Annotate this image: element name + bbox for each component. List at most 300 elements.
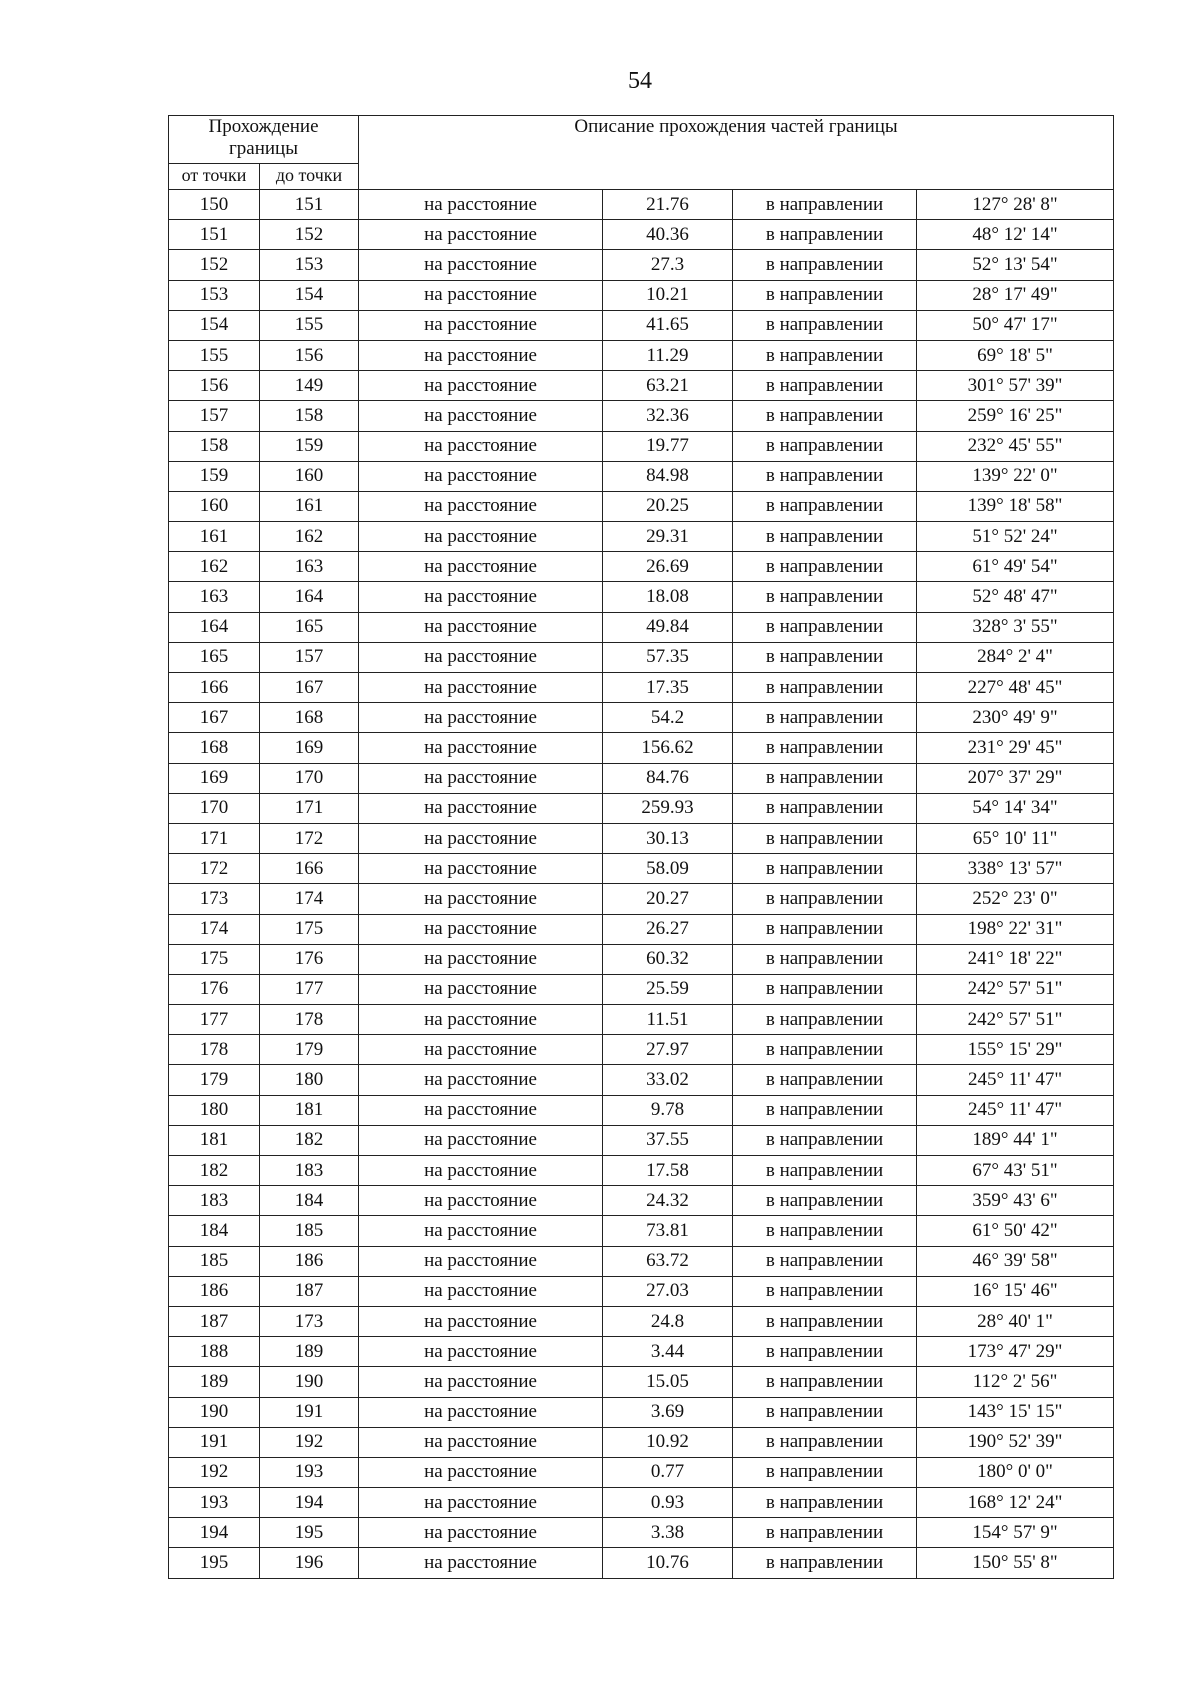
table-row (169, 763, 1114, 793)
page-number: 54 (628, 68, 652, 94)
direction-label-cell: в направлении (733, 1276, 917, 1306)
direction-value-cell: 168° 12' 24" (917, 1488, 1114, 1518)
distance-value-cell: 11.51 (603, 1005, 733, 1035)
distance-value-cell: 20.25 (603, 491, 733, 521)
distance-label-cell: на расстояние (359, 733, 603, 763)
table-row (169, 371, 1114, 401)
from-point-cell: 175 (169, 944, 260, 974)
to-point-cell: 182 (260, 1125, 359, 1155)
table-row (169, 491, 1114, 521)
direction-label-cell: в направлении (733, 1216, 917, 1246)
distance-label-cell: на расстояние (359, 1035, 603, 1065)
distance-value-cell: 84.98 (603, 461, 733, 491)
distance-value-cell: 33.02 (603, 1065, 733, 1095)
direction-label-cell: в направлении (733, 914, 917, 944)
table-row (169, 1035, 1114, 1065)
to-point-cell: 183 (260, 1156, 359, 1186)
direction-value-cell: 338° 13' 57" (917, 854, 1114, 884)
from-point-header: от точки (169, 164, 260, 190)
direction-label-cell: в направлении (733, 1005, 917, 1035)
direction-label-cell: в направлении (733, 1125, 917, 1155)
to-point-cell: 161 (260, 491, 359, 521)
direction-value-cell: 359° 43' 6" (917, 1186, 1114, 1216)
distance-label-cell: на расстояние (359, 914, 603, 944)
from-point-cell: 170 (169, 793, 260, 823)
to-point-cell: 165 (260, 612, 359, 642)
distance-label-cell: на расстояние (359, 371, 603, 401)
distance-value-cell: 19.77 (603, 431, 733, 461)
from-point-cell: 184 (169, 1216, 260, 1246)
from-point-cell: 187 (169, 1306, 260, 1336)
distance-label-cell: на расстояние (359, 612, 603, 642)
direction-value-cell: 112° 2' 56" (917, 1367, 1114, 1397)
distance-value-cell: 25.59 (603, 974, 733, 1004)
distance-label-cell: на расстояние (359, 1216, 603, 1246)
table-row (169, 280, 1114, 310)
distance-label-cell: на расстояние (359, 1246, 603, 1276)
to-point-cell: 158 (260, 401, 359, 431)
distance-value-cell: 15.05 (603, 1367, 733, 1397)
to-point-cell: 170 (260, 763, 359, 793)
table-row (169, 1125, 1114, 1155)
from-point-cell: 161 (169, 522, 260, 552)
to-point-cell: 164 (260, 582, 359, 612)
from-point-cell: 176 (169, 974, 260, 1004)
from-point-cell: 171 (169, 823, 260, 853)
from-point-cell: 154 (169, 310, 260, 340)
table-row (169, 431, 1114, 461)
direction-value-cell: 154° 57' 9" (917, 1518, 1114, 1548)
direction-label-cell: в направлении (733, 1548, 917, 1578)
distance-label-cell: на расстояние (359, 190, 603, 220)
direction-label-cell: в направлении (733, 1065, 917, 1095)
to-point-cell: 187 (260, 1276, 359, 1306)
direction-value-cell: 180° 0' 0" (917, 1457, 1114, 1487)
from-point-cell: 166 (169, 673, 260, 703)
distance-value-cell: 27.3 (603, 250, 733, 280)
table-row (169, 1367, 1114, 1397)
distance-label-cell: на расстояние (359, 974, 603, 1004)
table-row (169, 823, 1114, 853)
direction-value-cell: 127° 28' 8" (917, 190, 1114, 220)
distance-value-cell: 10.76 (603, 1548, 733, 1578)
distance-value-cell: 156.62 (603, 733, 733, 763)
direction-value-cell: 242° 57' 51" (917, 1005, 1114, 1035)
from-point-cell: 151 (169, 220, 260, 250)
table-row (169, 612, 1114, 642)
table-row (169, 944, 1114, 974)
from-point-cell: 195 (169, 1548, 260, 1578)
direction-label-cell: в направлении (733, 461, 917, 491)
to-point-cell: 167 (260, 673, 359, 703)
to-point-cell: 159 (260, 431, 359, 461)
distance-value-cell: 20.27 (603, 884, 733, 914)
distance-label-cell: на расстояние (359, 703, 603, 733)
distance-label-cell: на расстояние (359, 823, 603, 853)
distance-value-cell: 0.77 (603, 1457, 733, 1487)
from-point-cell: 157 (169, 401, 260, 431)
to-point-cell: 168 (260, 703, 359, 733)
from-point-cell: 163 (169, 582, 260, 612)
direction-label-cell: в направлении (733, 1035, 917, 1065)
passage-header: Прохождение границы (169, 116, 359, 164)
distance-label-cell: на расстояние (359, 340, 603, 370)
direction-value-cell: 16° 15' 46" (917, 1276, 1114, 1306)
from-point-cell: 174 (169, 914, 260, 944)
to-point-cell: 181 (260, 1095, 359, 1125)
direction-label-cell: в направлении (733, 763, 917, 793)
from-point-cell: 189 (169, 1367, 260, 1397)
distance-value-cell: 259.93 (603, 793, 733, 823)
direction-label-cell: в направлении (733, 1397, 917, 1427)
table-row (169, 582, 1114, 612)
to-point-cell: 184 (260, 1186, 359, 1216)
table-row (169, 250, 1114, 280)
table-row (169, 642, 1114, 672)
distance-label-cell: на расстояние (359, 552, 603, 582)
distance-value-cell: 54.2 (603, 703, 733, 733)
distance-value-cell: 57.35 (603, 642, 733, 672)
table-row (169, 310, 1114, 340)
direction-label-cell: в направлении (733, 431, 917, 461)
to-point-cell: 180 (260, 1065, 359, 1095)
table-row (169, 1488, 1114, 1518)
distance-value-cell: 3.38 (603, 1518, 733, 1548)
from-point-cell: 165 (169, 642, 260, 672)
to-point-cell: 151 (260, 190, 359, 220)
distance-label-cell: на расстояние (359, 280, 603, 310)
distance-value-cell: 32.36 (603, 401, 733, 431)
from-point-cell: 192 (169, 1457, 260, 1487)
direction-value-cell: 139° 18' 58" (917, 491, 1114, 521)
table-row (169, 1397, 1114, 1427)
to-point-cell: 174 (260, 884, 359, 914)
to-point-cell: 172 (260, 823, 359, 853)
to-point-cell: 189 (260, 1337, 359, 1367)
distance-label-cell: на расстояние (359, 1306, 603, 1336)
from-point-cell: 193 (169, 1488, 260, 1518)
table-row (169, 974, 1114, 1004)
from-point-cell: 180 (169, 1095, 260, 1125)
distance-value-cell: 24.8 (603, 1306, 733, 1336)
to-point-cell: 160 (260, 461, 359, 491)
direction-label-cell: в направлении (733, 280, 917, 310)
direction-label-cell: в направлении (733, 1156, 917, 1186)
to-point-cell: 177 (260, 974, 359, 1004)
direction-label-cell: в направлении (733, 522, 917, 552)
direction-value-cell: 328° 3' 55" (917, 612, 1114, 642)
direction-value-cell: 245° 11' 47" (917, 1065, 1114, 1095)
distance-label-cell: на расстояние (359, 673, 603, 703)
to-point-cell: 175 (260, 914, 359, 944)
distance-label-cell: на расстояние (359, 250, 603, 280)
distance-value-cell: 49.84 (603, 612, 733, 642)
distance-value-cell: 40.36 (603, 220, 733, 250)
from-point-cell: 160 (169, 491, 260, 521)
direction-value-cell: 241° 18' 22" (917, 944, 1114, 974)
to-point-cell: 155 (260, 310, 359, 340)
distance-label-cell: на расстояние (359, 1488, 603, 1518)
direction-value-cell: 48° 12' 14" (917, 220, 1114, 250)
direction-value-cell: 173° 47' 29" (917, 1337, 1114, 1367)
distance-label-cell: на расстояние (359, 1276, 603, 1306)
direction-label-cell: в направлении (733, 1488, 917, 1518)
distance-value-cell: 63.72 (603, 1246, 733, 1276)
to-point-cell: 193 (260, 1457, 359, 1487)
from-point-cell: 162 (169, 552, 260, 582)
distance-label-cell: на расстояние (359, 401, 603, 431)
from-point-cell: 182 (169, 1156, 260, 1186)
table-row (169, 1427, 1114, 1457)
direction-label-cell: в направлении (733, 582, 917, 612)
distance-label-cell: на расстояние (359, 1337, 603, 1367)
distance-value-cell: 84.76 (603, 763, 733, 793)
distance-value-cell: 41.65 (603, 310, 733, 340)
distance-label-cell: на расстояние (359, 491, 603, 521)
direction-label-cell: в направлении (733, 703, 917, 733)
direction-label-cell: в направлении (733, 733, 917, 763)
table-row (169, 733, 1114, 763)
table-row (169, 1518, 1114, 1548)
from-point-cell: 158 (169, 431, 260, 461)
direction-value-cell: 51° 52' 24" (917, 522, 1114, 552)
table-row (169, 461, 1114, 491)
direction-value-cell: 245° 11' 47" (917, 1095, 1114, 1125)
description-header: Описание прохождения частей границы (359, 116, 1114, 190)
direction-value-cell: 69° 18' 5" (917, 340, 1114, 370)
table-row (169, 190, 1114, 220)
distance-value-cell: 30.13 (603, 823, 733, 853)
from-point-cell: 150 (169, 190, 260, 220)
from-point-cell: 190 (169, 1397, 260, 1427)
from-point-cell: 177 (169, 1005, 260, 1035)
table-row (169, 552, 1114, 582)
direction-label-cell: в направлении (733, 401, 917, 431)
to-point-cell: 152 (260, 220, 359, 250)
direction-value-cell: 198° 22' 31" (917, 914, 1114, 944)
from-point-cell: 168 (169, 733, 260, 763)
from-point-cell: 167 (169, 703, 260, 733)
direction-value-cell: 65° 10' 11" (917, 823, 1114, 853)
direction-label-cell: в направлении (733, 1457, 917, 1487)
distance-label-cell: на расстояние (359, 1427, 603, 1457)
distance-value-cell: 24.32 (603, 1186, 733, 1216)
distance-label-cell: на расстояние (359, 1186, 603, 1216)
distance-label-cell: на расстояние (359, 461, 603, 491)
table-row (169, 1095, 1114, 1125)
direction-label-cell: в направлении (733, 310, 917, 340)
direction-label-cell: в направлении (733, 854, 917, 884)
distance-label-cell: на расстояние (359, 1457, 603, 1487)
direction-label-cell: в направлении (733, 1367, 917, 1397)
direction-value-cell: 227° 48' 45" (917, 673, 1114, 703)
from-point-cell: 152 (169, 250, 260, 280)
direction-label-cell: в направлении (733, 793, 917, 823)
from-point-cell: 164 (169, 612, 260, 642)
to-point-cell: 157 (260, 642, 359, 672)
direction-label-cell: в направлении (733, 642, 917, 672)
to-point-cell: 169 (260, 733, 359, 763)
direction-value-cell: 242° 57' 51" (917, 974, 1114, 1004)
distance-label-cell: на расстояние (359, 1125, 603, 1155)
from-point-cell: 159 (169, 461, 260, 491)
from-point-cell: 173 (169, 884, 260, 914)
distance-label-cell: на расстояние (359, 1095, 603, 1125)
direction-value-cell: 67° 43' 51" (917, 1156, 1114, 1186)
distance-label-cell: на расстояние (359, 522, 603, 552)
direction-label-cell: в направлении (733, 1246, 917, 1276)
distance-label-cell: на расстояние (359, 1518, 603, 1548)
distance-value-cell: 73.81 (603, 1216, 733, 1246)
table-row (169, 793, 1114, 823)
table-row (169, 914, 1114, 944)
to-point-cell: 171 (260, 793, 359, 823)
distance-value-cell: 10.92 (603, 1427, 733, 1457)
to-point-cell: 196 (260, 1548, 359, 1578)
direction-value-cell: 190° 52' 39" (917, 1427, 1114, 1457)
direction-label-cell: в направлении (733, 1306, 917, 1336)
direction-label-cell: в направлении (733, 823, 917, 853)
direction-label-cell: в направлении (733, 552, 917, 582)
table-row (169, 884, 1114, 914)
to-point-cell: 156 (260, 340, 359, 370)
distance-value-cell: 17.58 (603, 1156, 733, 1186)
distance-value-cell: 63.21 (603, 371, 733, 401)
direction-label-cell: в направлении (733, 884, 917, 914)
distance-label-cell: на расстояние (359, 944, 603, 974)
distance-value-cell: 26.69 (603, 552, 733, 582)
distance-label-cell: на расстояние (359, 642, 603, 672)
to-point-cell: 166 (260, 854, 359, 884)
distance-value-cell: 58.09 (603, 854, 733, 884)
table-row (169, 340, 1114, 370)
direction-value-cell: 52° 13' 54" (917, 250, 1114, 280)
distance-label-cell: на расстояние (359, 582, 603, 612)
table-row (169, 220, 1114, 250)
distance-label-cell: на расстояние (359, 1367, 603, 1397)
distance-value-cell: 9.78 (603, 1095, 733, 1125)
table-row (169, 1337, 1114, 1367)
table-row (169, 1065, 1114, 1095)
to-point-cell: 154 (260, 280, 359, 310)
distance-value-cell: 27.97 (603, 1035, 733, 1065)
direction-value-cell: 143° 15' 15" (917, 1397, 1114, 1427)
table-row (169, 1186, 1114, 1216)
table-row (169, 1246, 1114, 1276)
from-point-cell: 181 (169, 1125, 260, 1155)
direction-value-cell: 252° 23' 0" (917, 884, 1114, 914)
direction-value-cell: 284° 2' 4" (917, 642, 1114, 672)
distance-label-cell: на расстояние (359, 310, 603, 340)
from-point-cell: 194 (169, 1518, 260, 1548)
from-point-cell: 186 (169, 1276, 260, 1306)
table-row (169, 1306, 1114, 1336)
distance-value-cell: 10.21 (603, 280, 733, 310)
direction-label-cell: в направлении (733, 612, 917, 642)
distance-value-cell: 3.44 (603, 1337, 733, 1367)
direction-label-cell: в направлении (733, 340, 917, 370)
to-point-cell: 194 (260, 1488, 359, 1518)
distance-label-cell: на расстояние (359, 854, 603, 884)
distance-label-cell: на расстояние (359, 1156, 603, 1186)
to-point-cell: 163 (260, 552, 359, 582)
direction-label-cell: в направлении (733, 1518, 917, 1548)
table-row (169, 401, 1114, 431)
distance-value-cell: 0.93 (603, 1488, 733, 1518)
direction-label-cell: в направлении (733, 250, 917, 280)
distance-value-cell: 29.31 (603, 522, 733, 552)
from-point-cell: 172 (169, 854, 260, 884)
table-body (169, 190, 1114, 1579)
to-point-cell: 185 (260, 1216, 359, 1246)
direction-label-cell: в направлении (733, 1337, 917, 1367)
distance-label-cell: на расстояние (359, 1548, 603, 1578)
to-point-cell: 178 (260, 1005, 359, 1035)
direction-value-cell: 50° 47' 17" (917, 310, 1114, 340)
direction-value-cell: 61° 49' 54" (917, 552, 1114, 582)
direction-value-cell: 232° 45' 55" (917, 431, 1114, 461)
to-point-cell: 149 (260, 371, 359, 401)
table-row (169, 673, 1114, 703)
direction-label-cell: в направлении (733, 1427, 917, 1457)
table-row (169, 703, 1114, 733)
direction-value-cell: 28° 40' 1" (917, 1306, 1114, 1336)
direction-label-cell: в направлении (733, 944, 917, 974)
distance-label-cell: на расстояние (359, 1065, 603, 1095)
distance-label-cell: на расстояние (359, 793, 603, 823)
direction-value-cell: 54° 14' 34" (917, 793, 1114, 823)
to-point-cell: 190 (260, 1367, 359, 1397)
to-point-cell: 162 (260, 522, 359, 552)
table-row (169, 1216, 1114, 1246)
to-point-cell: 195 (260, 1518, 359, 1548)
table-row (169, 854, 1114, 884)
direction-value-cell: 150° 55' 8" (917, 1548, 1114, 1578)
distance-value-cell: 17.35 (603, 673, 733, 703)
direction-label-cell: в направлении (733, 1186, 917, 1216)
direction-value-cell: 301° 57' 39" (917, 371, 1114, 401)
direction-value-cell: 52° 48' 47" (917, 582, 1114, 612)
direction-value-cell: 259° 16' 25" (917, 401, 1114, 431)
direction-value-cell: 61° 50' 42" (917, 1216, 1114, 1246)
direction-label-cell: в направлении (733, 974, 917, 1004)
distance-value-cell: 11.29 (603, 340, 733, 370)
to-point-cell: 186 (260, 1246, 359, 1276)
from-point-cell: 153 (169, 280, 260, 310)
distance-label-cell: на расстояние (359, 884, 603, 914)
direction-label-cell: в направлении (733, 1095, 917, 1125)
from-point-cell: 179 (169, 1065, 260, 1095)
from-point-cell: 185 (169, 1246, 260, 1276)
table-row (169, 1457, 1114, 1487)
table-row (169, 1276, 1114, 1306)
from-point-cell: 155 (169, 340, 260, 370)
direction-value-cell: 46° 39' 58" (917, 1246, 1114, 1276)
distance-label-cell: на расстояние (359, 1397, 603, 1427)
direction-value-cell: 155° 15' 29" (917, 1035, 1114, 1065)
to-point-cell: 192 (260, 1427, 359, 1457)
distance-label-cell: на расстояние (359, 220, 603, 250)
to-point-cell: 173 (260, 1306, 359, 1336)
distance-value-cell: 18.08 (603, 582, 733, 612)
to-point-cell: 191 (260, 1397, 359, 1427)
from-point-cell: 191 (169, 1427, 260, 1457)
to-point-header: до точки (260, 164, 359, 190)
direction-value-cell: 230° 49' 9" (917, 703, 1114, 733)
distance-value-cell: 60.32 (603, 944, 733, 974)
direction-label-cell: в направлении (733, 220, 917, 250)
to-point-cell: 153 (260, 250, 359, 280)
